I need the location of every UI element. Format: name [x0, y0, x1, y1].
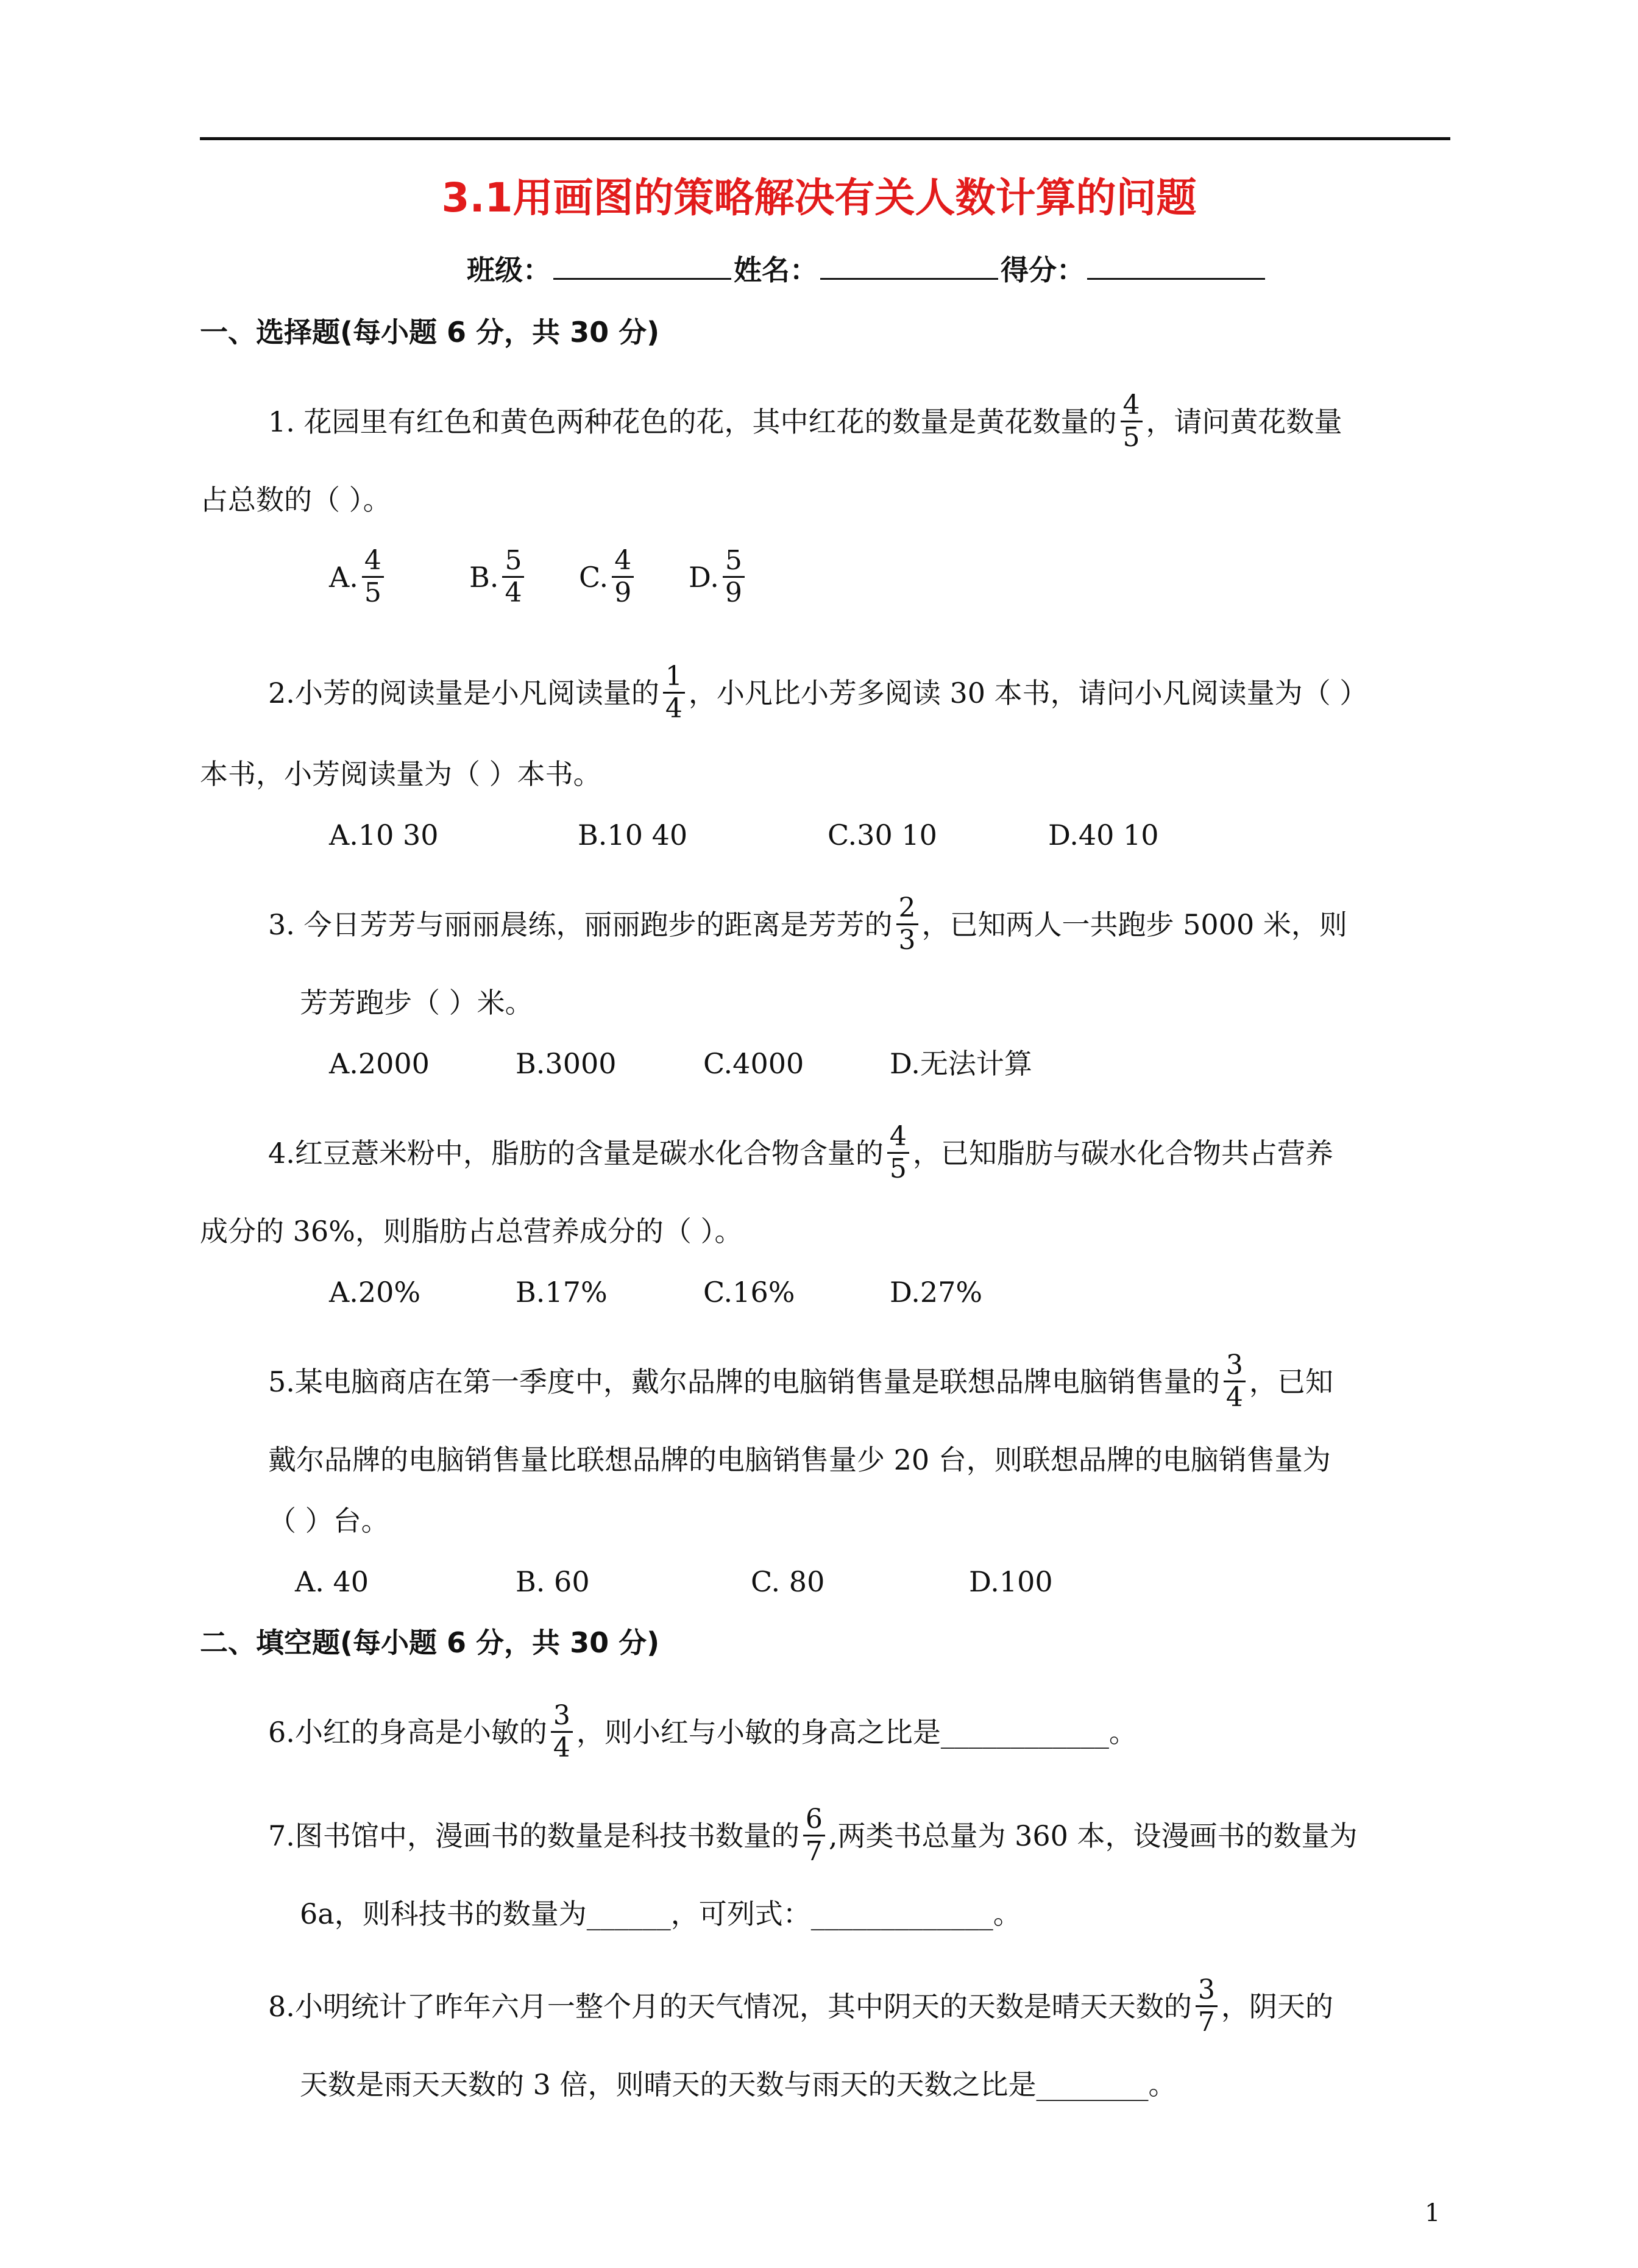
q1-option-c[interactable]: C. $\frac{4}{9}$	[579, 546, 637, 608]
q3-option-c[interactable]: C.4000	[703, 1047, 804, 1080]
question-2	[268, 661, 1367, 724]
class-label: 班级：	[467, 254, 551, 286]
question-7	[268, 1804, 1358, 1867]
question-5	[268, 1350, 1333, 1413]
q1-fraction: $\frac{4}{5}$	[1121, 390, 1143, 453]
score-label: 得分：	[1001, 254, 1085, 286]
q2-option-b[interactable]: B.10 40	[578, 819, 688, 851]
question-6	[268, 1701, 1137, 1763]
q1-option-d[interactable]: D. $\frac{5}{9}$	[689, 546, 748, 608]
q5-line2: 戴尔品牌的电脑销售量比联想品牌的电脑销售量少 20 台，则联想品牌的电脑销售量为	[268, 1443, 1331, 1476]
q5-option-c[interactable]: C. 80	[751, 1565, 825, 1598]
q5-option-d[interactable]: D.100	[969, 1565, 1053, 1598]
q4-option-d[interactable]: D.27%	[890, 1276, 983, 1309]
q2-fraction: $\frac{1}{4}$	[663, 661, 685, 724]
q3-option-a[interactable]: A.2000	[329, 1047, 430, 1080]
q5-line3: （ ）台。	[268, 1504, 389, 1537]
q2-option-a[interactable]: A.10 30	[329, 819, 439, 851]
q4-fraction: $\frac{4}{5}$	[887, 1122, 909, 1184]
q5-text: 5.某电脑商店在第一季度中，戴尔品牌的电脑销售量是联想品牌电脑销售量的	[268, 1365, 1220, 1398]
q5-option-b[interactable]: B. 60	[516, 1565, 590, 1598]
q4-text-end: ，已知脂肪与碳水化合物共占营养	[912, 1136, 1333, 1170]
q4-option-b[interactable]: B.17%	[516, 1276, 608, 1309]
q1-line2: 占总数的（ ）。	[200, 483, 391, 516]
q1-option-b[interactable]: B. $\frac{5}{4}$	[469, 546, 528, 608]
q4-text: 4.红豆薏米粉中，脂肪的含量是碳水化合物含量的	[268, 1136, 884, 1170]
question-8	[268, 1975, 1333, 2038]
q4-option-a[interactable]: A.20%	[329, 1276, 421, 1309]
q3-text: 3. 今日芳芳与丽丽晨练，丽丽跑步的距离是芳芳的	[268, 908, 893, 941]
q7-text-end: ,两类书总量为 360 本，设漫画书的数量为	[828, 1819, 1358, 1852]
q5-option-a[interactable]: A. 40	[295, 1565, 369, 1598]
section-2-heading: 二、填空题(每小题 6 分，共 30 分)	[200, 1626, 660, 1659]
q3-option-b[interactable]: B.3000	[516, 1047, 617, 1080]
q3-text-end: ，已知两人一共跑步 5000 米，则	[921, 908, 1347, 941]
q1-text-end: ，请问黄花数量	[1146, 405, 1342, 438]
q7-fraction: $\frac{6}{7}$	[803, 1804, 825, 1867]
q4-option-c[interactable]: C.16%	[703, 1276, 795, 1309]
q4-line2: 成分的 36%，则脂肪占总营养成分的（ ）。	[200, 1215, 743, 1248]
q7-text: 7.图书馆中，漫画书的数量是科技书数量的	[268, 1819, 800, 1852]
class-blank[interactable]	[553, 250, 731, 280]
q2-option-c[interactable]: C.30 10	[828, 819, 937, 851]
q3-line2: 芳芳跑步（ ）米。	[300, 986, 533, 1019]
section-1-heading: 一、选择题(每小题 6 分，共 30 分)	[200, 316, 660, 349]
q2-option-d[interactable]: D.40 10	[1048, 819, 1159, 851]
score-blank[interactable]	[1087, 250, 1265, 280]
q3-fraction: $\frac{2}{3}$	[896, 893, 918, 956]
question-1	[268, 390, 1342, 453]
q8-text-end: ，阴天的	[1221, 1989, 1333, 2023]
question-4	[268, 1122, 1333, 1184]
q8-fraction: $\frac{3}{7}$	[1196, 1975, 1218, 2038]
page-title: 3.1用画图的策略解决有关人数计算的问题	[441, 174, 1197, 221]
q6-text-end: ，则小红与小敏的身高之比是____________。	[576, 1715, 1137, 1749]
q5-text-end: ，已知	[1249, 1365, 1333, 1398]
q5-fraction: $\frac{3}{4}$	[1224, 1350, 1246, 1413]
q2-text: 2.小芳的阅读量是小凡阅读量的	[268, 676, 659, 709]
q8-text: 8.小明统计了昨年六月一整个月的天气情况，其中阴天的天数是晴天天数的	[268, 1989, 1192, 2023]
q3-option-d[interactable]: D.无法计算	[890, 1047, 1032, 1080]
page-number: 1	[1425, 2199, 1441, 2227]
q1-text: 1. 花园里有红色和黄色两种花色的花，其中红花的数量是黄花数量的	[268, 405, 1117, 438]
q6-fraction: $\frac{3}{4}$	[551, 1701, 573, 1763]
name-label: 姓名：	[734, 254, 818, 286]
top-rule	[200, 137, 1450, 140]
name-blank[interactable]	[820, 250, 998, 280]
q1-option-a[interactable]: A. $\frac{4}{5}$	[329, 546, 388, 608]
q2-line2: 本书，小芳阅读量为（ ）本书。	[200, 758, 601, 791]
q2-text-end: ，小凡比小芳多阅读 30 本书，请问小凡阅读量为（ ）	[688, 676, 1368, 709]
student-info-line	[467, 250, 1268, 288]
q6-text: 6.小红的身高是小敏的	[268, 1715, 547, 1749]
q7-line2: 6a，则科技书的数量为______，可列式：_____________。	[300, 1897, 1021, 1930]
question-3	[268, 893, 1347, 956]
q8-line2: 天数是雨天天数的 3 倍，则晴天的天数与雨天的天数之比是________。	[300, 2068, 1177, 2101]
